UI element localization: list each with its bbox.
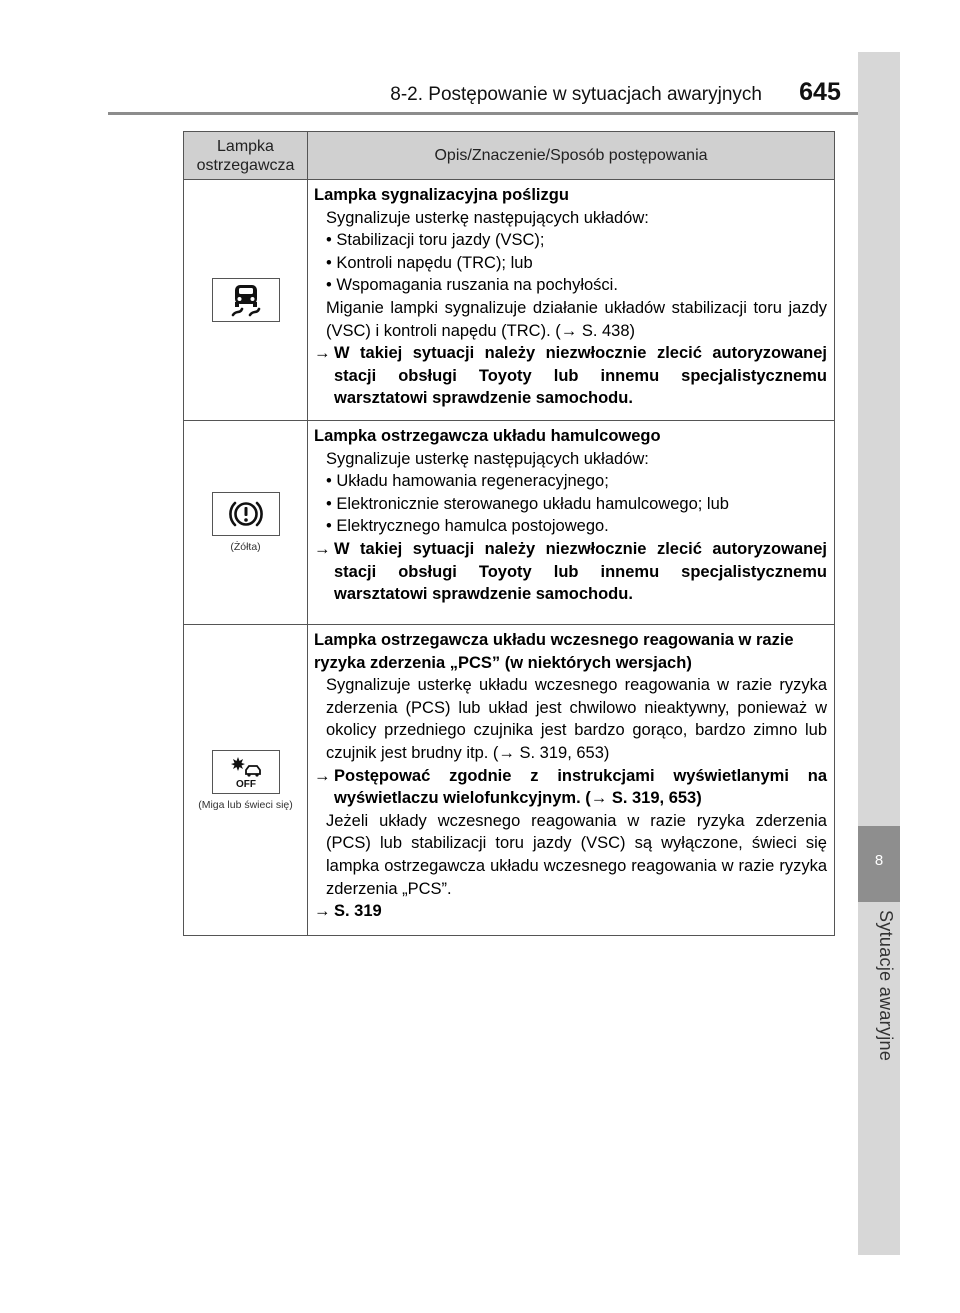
action-text: W takiej sytuacji należy niezwłocznie zlecić autoryzowanej stacji obsługi Toyoty lub innemu specjalistycznemu warsztatowi sprawdzenie samochodu. bbox=[334, 539, 827, 604]
lamp-cell bbox=[184, 421, 308, 625]
page-number: 645 bbox=[799, 78, 841, 106]
entry-action bbox=[314, 900, 827, 923]
arrow-icon: → bbox=[314, 344, 331, 363]
table-row bbox=[184, 421, 835, 625]
action-text: W takiej sytuacji należy niezwłocznie zlecić autoryzowanej stacji obsługi Toyoty lub innemu specjalistycznemu warsztatowi sprawdzenie samochodu. bbox=[334, 344, 827, 408]
entry-action bbox=[314, 538, 827, 606]
lamp-cell bbox=[184, 180, 308, 421]
entry-title: Lampka ostrzegawcza układu hamulcowego bbox=[314, 427, 661, 445]
list-item: • Elektrycznego hamulca postojowego. bbox=[326, 517, 609, 536]
arrow-icon: → bbox=[314, 539, 331, 558]
entry-note: Miganie lampki sygnalizuje działanie układów stabilizacji toru jazdy (VSC) i kontroli napędu (TRC). (→ S. 438) bbox=[326, 298, 827, 340]
table-header-row bbox=[184, 132, 835, 180]
brake-system-warning-icon bbox=[212, 492, 280, 536]
entry-title: Lampka sygnalizacyjna poślizgu bbox=[314, 186, 569, 204]
arrow-icon: → bbox=[314, 766, 331, 785]
header-description: Opis/Znaczenie/Sposób postępowania bbox=[308, 132, 835, 180]
pcs-off-label: OFF bbox=[235, 778, 256, 789]
entry-title: Lampka ostrzegawcza układu wczesnego reagowania w razie ryzyka zderzenia „PCS” (w niektórych wersjach) bbox=[314, 631, 794, 672]
list-item: • Układu hamowania regeneracyjnego; bbox=[326, 472, 609, 491]
side-bar bbox=[858, 52, 900, 1255]
description-cell bbox=[308, 421, 835, 625]
table-row bbox=[184, 625, 835, 936]
header-lamp: Lampka ostrzegawcza bbox=[184, 132, 308, 180]
entry-action bbox=[314, 765, 827, 810]
list-item: • Kontroli napędu (TRC); lub bbox=[326, 253, 533, 272]
header-rule bbox=[108, 112, 858, 115]
description-cell bbox=[308, 180, 835, 421]
list-item: • Elektronicznie sterowanego układu hamulcowego; lub bbox=[326, 494, 729, 513]
entry-intro: Sygnalizuje usterkę następujących układów: bbox=[326, 449, 649, 468]
lamp-cell bbox=[184, 625, 308, 936]
pcs-off-warning-icon bbox=[212, 750, 280, 794]
slip-indicator-icon bbox=[212, 278, 280, 322]
list-item: • Wspomagania ruszania na pochyłości. bbox=[326, 276, 618, 295]
table-row bbox=[184, 180, 835, 421]
action-text: S. 319 bbox=[334, 902, 382, 921]
chapter-tab-label: Sytuacje awaryjne bbox=[876, 910, 896, 1062]
lamp-caption: (Miga lub świeci się) bbox=[198, 798, 293, 811]
lamp-caption: (Żółta) bbox=[230, 541, 261, 553]
entry-intro: Sygnalizuje usterkę układu wczesnego reagowania w razie ryzyka zderzenia (PCS) lub układ jest chwilowo nieaktywny, ponieważ w okolicy przedniego czujnika jest bardzo gorąco, bardzo zimno lub czujnik jest brudny itp. (→ S. 319, 653) bbox=[326, 676, 827, 762]
section-title: 8-2. Postępowanie w sytuacjach awaryjnych bbox=[390, 84, 762, 105]
chapter-tab-number: 8 bbox=[858, 826, 900, 902]
list-item: • Stabilizacji toru jazdy (VSC); bbox=[326, 231, 545, 250]
entry-note: Jeżeli układy wczesnego reagowania w razie ryzyka zderzenia (PCS) lub stabilizacji toru jazdy (VSC) są wyłączone, świeci się lampka ostrzegawcza układu wczesnego reagowania w razie ryzyka zderzenia „PCS”. bbox=[326, 811, 827, 898]
entry-action bbox=[314, 342, 827, 410]
action-text: Postępować zgodnie z instrukcjami wyświetlanymi na wyświetlaczu wielofunkcyjnym. (→ S. 319, 653) bbox=[334, 766, 827, 808]
entry-intro: Sygnalizuje usterkę następujących układów: bbox=[326, 208, 649, 227]
arrow-icon: → bbox=[314, 902, 331, 921]
warning-lamps-table bbox=[183, 131, 835, 936]
description-cell bbox=[308, 625, 835, 936]
